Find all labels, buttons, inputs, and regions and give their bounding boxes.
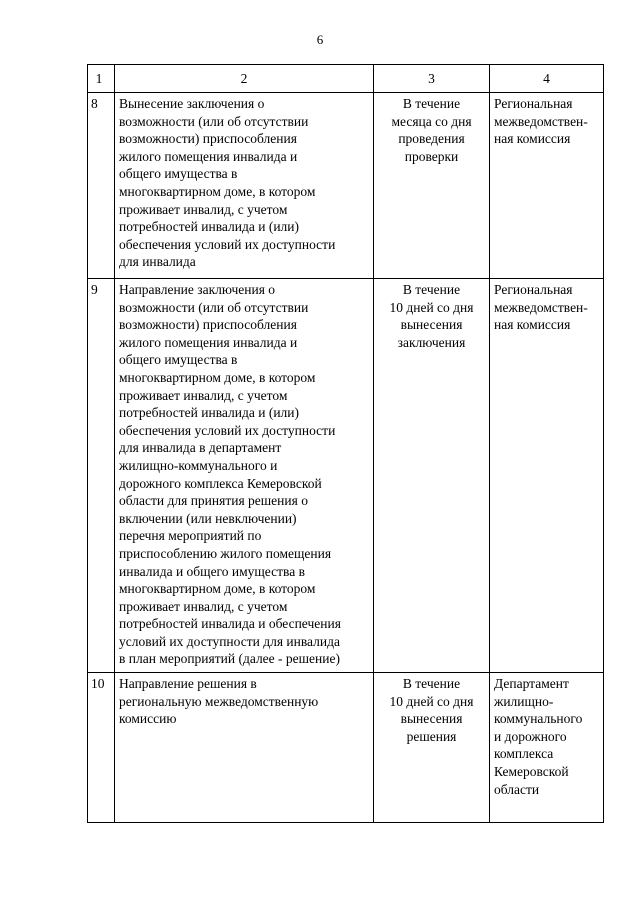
row-action-text: Направление заключения о возможности (или об отсутствии возможности) приспособления жилого помещения инвалида и общего имущества в многоквартирном доме, в котором проживает инвалид, с учетом потребностей инвалида и (или) обеспечения условий их доступности для инвалида в департамент жилищно-коммунального и дорожного комплекса Кемеровской области для принятия решения о включении (или невключении) перечня мероприятий по приспособлению жилого помещения инвалида и общего имущества в многоквартирном доме, в котором проживает инвалид, с учетом потребностей инвалида и обеспечения условий их доступности для инвалида в план мероприятий (далее - решение) <box>115 279 374 673</box>
table-row <box>88 93 604 279</box>
table-row <box>88 673 604 823</box>
row-number: 10 <box>88 673 115 823</box>
row-action-text: Направление решения в региональную межведомственную комиссию <box>115 673 374 823</box>
row-action-text: Вынесение заключения о возможности (или об отсутствии возможности) приспособления жилого помещения инвалида и общего имущества в многоквартирном доме, в котором проживает инвалид, с учетом потребностей инвалида и (или) обеспечения условий их доступности для инвалида <box>115 93 374 279</box>
table-row <box>88 279 604 673</box>
row-term: В течение месяца со дня проведения проверки <box>374 93 490 279</box>
page-number: 6 <box>316 32 324 47</box>
row-executor: Региональная межведомствен- ная комиссия <box>490 279 604 673</box>
column-header-1: 1 <box>88 65 115 93</box>
row-executor: Департамент жилищно- коммунального и дорожного комплекса Кемеровской области <box>490 673 604 823</box>
column-header-3: 3 <box>374 65 490 93</box>
row-executor: Региональная межведомствен- ная комиссия <box>490 93 604 279</box>
row-term: В течение 10 дней со дня вынесения решения <box>374 673 490 823</box>
procedure-table <box>87 64 604 823</box>
row-number: 8 <box>88 93 115 279</box>
column-header-4: 4 <box>490 65 604 93</box>
column-header-2: 2 <box>115 65 374 93</box>
row-term: В течение 10 дней со дня вынесения заключения <box>374 279 490 673</box>
table-header-row <box>88 65 604 93</box>
row-number: 9 <box>88 279 115 673</box>
